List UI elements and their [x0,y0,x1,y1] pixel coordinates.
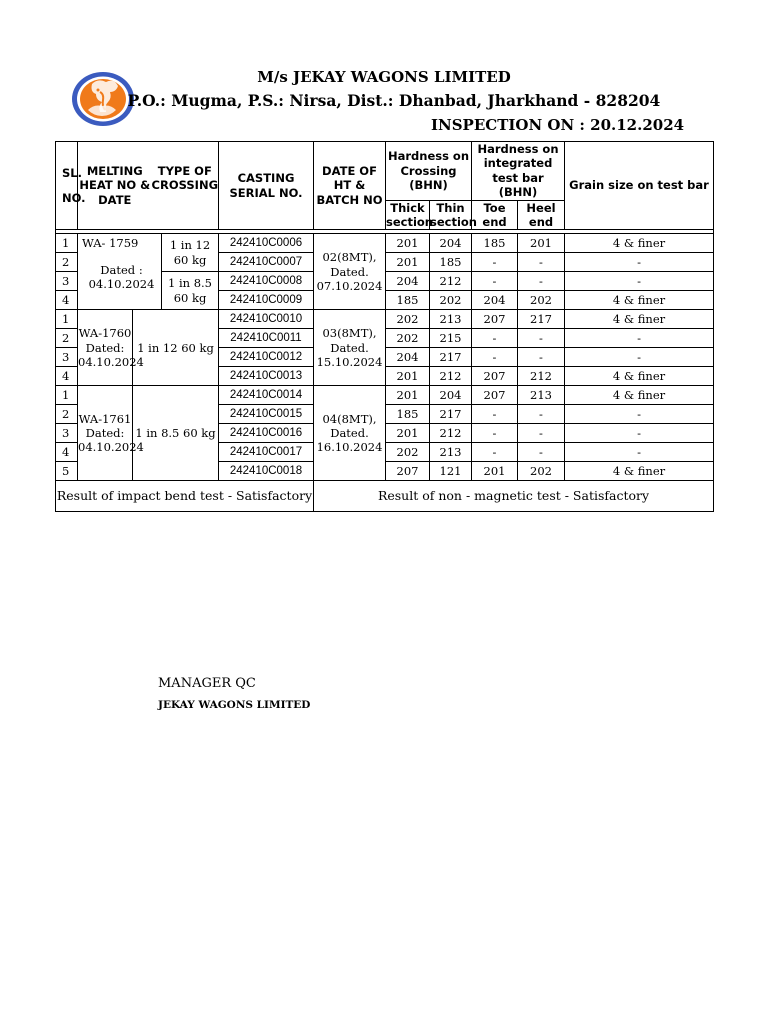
thin-cell: 185 [430,253,472,272]
sl-cell: 2 [56,329,78,348]
results-row [56,481,714,512]
col-header-ht-date: DATE OF HT & BATCH NO [314,142,386,230]
sl-cell: 3 [56,424,78,443]
grain-cell: - [565,329,714,348]
thick-cell: 201 [386,234,430,253]
toe-cell: 185 [472,234,518,253]
grain-cell: 4 & finer [565,386,714,405]
thin-cell: 215 [430,329,472,348]
col-header-thin: Thin section [430,200,477,229]
inspection-table [55,141,714,512]
thick-cell: 201 [386,424,430,443]
grain-cell: 4 & finer [565,291,714,310]
grain-cell: 4 & finer [565,310,714,329]
toe-cell: 201 [472,462,518,481]
grain-cell: - [565,443,714,462]
grain-cell: - [565,272,714,291]
ht-batch-cell: 04(8MT), Dated. 16.10.2024 [314,386,386,481]
toe-cell: - [472,253,518,272]
sl-cell: 1 [56,310,78,329]
col-header-hardness-testbar: Hardness on integrated test bar (BHN) [472,142,565,201]
heel-cell: - [518,348,565,367]
col-header-hardness-crossing: Hardness on Crossing (BHN) [386,142,472,201]
ht-batch-cell: 02(8MT), Dated. 07.10.2024 [314,234,386,310]
grain-cell: - [565,424,714,443]
serial-cell: 242410C0007 [219,253,314,272]
serial-cell: 242410C0016 [219,424,314,443]
thick-cell: 185 [386,291,430,310]
serial-cell: 242410C0010 [219,310,314,329]
manager-title: MANAGER QC [158,676,256,691]
thin-cell: 121 [430,462,472,481]
ht-batch-cell: 03(8MT), Dated. 15.10.2024 [314,310,386,386]
sl-cell: 1 [56,386,78,405]
impact-bend-result: Result of impact bend test - Satisfactory [56,481,314,512]
toe-cell: - [472,329,518,348]
toe-cell: 207 [472,386,518,405]
serial-cell: 242410C0013 [219,367,314,386]
toe-cell: - [472,348,518,367]
col-header-heel: Heel end [518,200,565,230]
grain-cell: - [565,405,714,424]
table-row [56,386,714,405]
heel-cell: - [518,329,565,348]
col-header-heat: MELTING HEAT NO & DATE TYPE OF CROSSING [78,142,219,230]
thick-cell: 201 [386,367,430,386]
heel-cell: 202 [518,291,565,310]
heel-cell: 202 [518,462,565,481]
grain-cell: 4 & finer [565,367,714,386]
thick-cell: 202 [386,310,430,329]
col-header-thick: Thick section [386,200,433,229]
sl-cell: 4 [56,367,78,386]
thick-cell: 202 [386,443,430,462]
toe-cell: 207 [472,367,518,386]
sl-cell: 3 [56,272,78,291]
thin-cell: 204 [430,386,472,405]
heat-cell: WA- 1759 Dated : 04.10.2024 1 in 12 60 kg 1 in 8.5 60 kg [78,234,219,310]
col-header-grain-size: Grain size on test bar [565,142,714,230]
thick-cell: 204 [386,348,430,367]
serial-cell: 242410C0011 [219,329,314,348]
serial-cell: 242410C0017 [219,443,314,462]
thick-cell: 201 [386,386,430,405]
company-name: M/s JEKAY WAGONS LIMITED [257,68,511,86]
thick-cell: 202 [386,329,430,348]
crossing-cell: 1 in 8.5 60 kg [133,386,219,481]
col-header-toe: Toe end [472,200,518,230]
thin-cell: 212 [430,424,472,443]
serial-cell: 242410C0015 [219,405,314,424]
sl-cell: 5 [56,462,78,481]
crossing-cell: 1 in 8.5 60 kg [167,276,212,305]
thin-cell: 202 [430,291,472,310]
sl-cell: 2 [56,405,78,424]
serial-cell: 242410C0018 [219,462,314,481]
table-row [56,310,714,329]
serial-cell: 242410C0009 [219,291,314,310]
thick-cell: 204 [386,272,430,291]
inspection-date: INSPECTION ON : 20.12.2024 [431,116,685,134]
heel-cell: - [518,405,565,424]
serial-cell: 242410C0014 [219,386,314,405]
toe-cell: 204 [472,291,518,310]
heel-cell: 213 [518,386,565,405]
serial-cell: 242410C0008 [219,272,314,291]
grain-cell: 4 & finer [565,234,714,253]
thin-cell: 217 [430,348,472,367]
thin-cell: 204 [430,234,472,253]
thick-cell: 185 [386,405,430,424]
heel-cell: - [518,272,565,291]
thin-cell: 213 [430,443,472,462]
sl-cell: 4 [56,291,78,310]
grain-cell: - [565,348,714,367]
toe-cell: 207 [472,310,518,329]
serial-cell: 242410C0006 [219,234,314,253]
thin-cell: 212 [430,272,472,291]
signatory-company: JEKAY WAGONS LIMITED [158,699,311,711]
crossing-cell: 1 in 12 60 kg [133,310,219,386]
toe-cell: - [472,272,518,291]
grain-cell: 4 & finer [565,462,714,481]
thin-cell: 217 [430,405,472,424]
table-row [56,234,714,253]
thin-cell: 213 [430,310,472,329]
heel-cell: 217 [518,310,565,329]
heel-cell: 201 [518,234,565,253]
thick-cell: 207 [386,462,430,481]
non-magnetic-result: Result of non - magnetic test - Satisfactory [314,481,714,512]
heat-cell: WA-1761 Dated: 04.10.2024 [78,386,133,481]
heel-cell: - [518,443,565,462]
heel-cell: 212 [518,367,565,386]
col-header-serial: CASTING SERIAL NO. [219,142,314,230]
crossing-cell: 1 in 12 60 kg [162,234,218,272]
thick-cell: 201 [386,253,430,272]
heel-cell: - [518,253,565,272]
heel-cell: - [518,424,565,443]
sl-cell: 1 [56,234,78,253]
company-address: P.O.: Mugma, P.S.: Nirsa, Dist.: Dhanbad, Jharkhand - 828204 [127,91,661,110]
col-header-sl: SL. NO. [56,142,78,230]
toe-cell: - [472,443,518,462]
grain-cell: - [565,253,714,272]
toe-cell: - [472,405,518,424]
serial-cell: 242410C0012 [219,348,314,367]
sl-cell: 3 [56,348,78,367]
sl-cell: 4 [56,443,78,462]
thin-cell: 212 [430,367,472,386]
toe-cell: - [472,424,518,443]
sl-cell: 2 [56,253,78,272]
heat-cell: WA-1760 Dated: 04.10.2024 [78,310,133,386]
